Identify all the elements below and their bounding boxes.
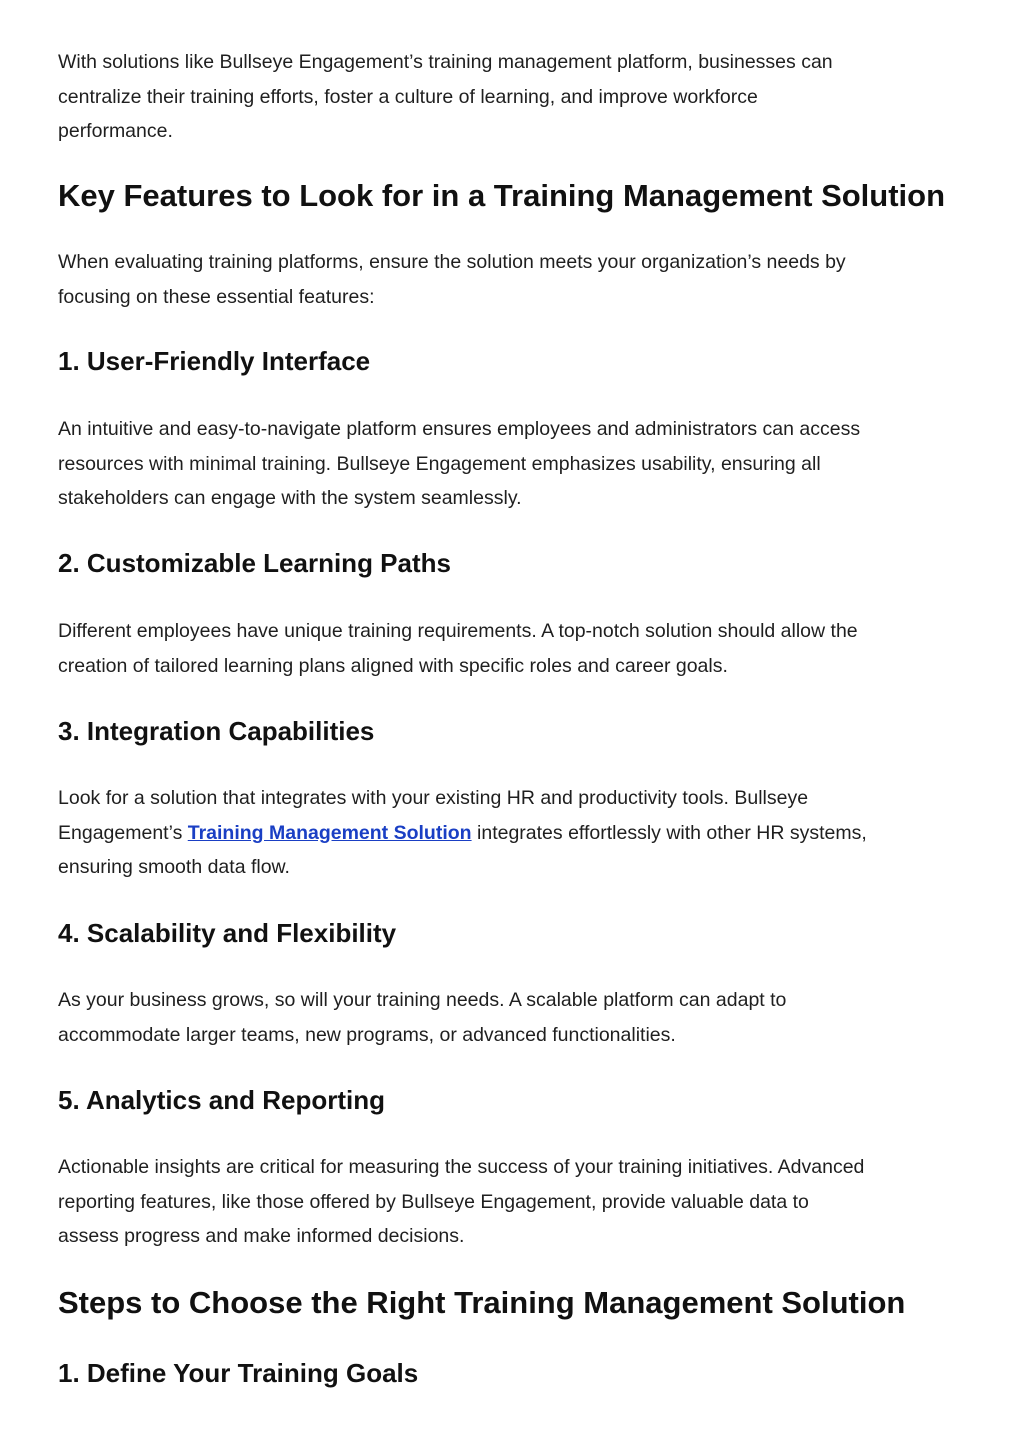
intro-line: centralize their training efforts, foster a culture of learning, and improve workforce (58, 85, 758, 108)
feature-2-line: creation of tailored learning plans aligned with specific roles and career goals. (58, 654, 728, 677)
step-1-heading: 1. Define Your Training Goals (58, 1358, 419, 1388)
feature-4-heading: 4. Scalability and Flexibility (58, 918, 397, 948)
feature-2-paragraph (58, 614, 968, 683)
feature-5-line: reporting features, like those offered by Bullseye Engagement, provide valuable data to (58, 1190, 809, 1213)
features-intro-line: focusing on these essential features: (58, 285, 375, 308)
feature-3-line: ensuring smooth data flow. (58, 856, 290, 878)
training-management-solution-link[interactable]: Training Management Solution (187, 821, 472, 844)
feature-1-line: stakeholders can engage with the system seamlessly. (58, 487, 522, 509)
feature-4-line: As your business grows, so will your training needs. A scalable platform can adapt to (58, 989, 787, 1011)
feature-3-heading: 3. Integration Capabilities (58, 716, 375, 746)
feature-3-paragraph (58, 781, 968, 885)
feature-3-text-before-link: Engagement’s (58, 821, 188, 844)
intro-line: performance. (58, 120, 173, 142)
feature-5-heading: 5. Analytics and Reporting (58, 1085, 385, 1115)
feature-1-line: An intuitive and easy-to-navigate platform ensures employees and administrators can access (58, 418, 861, 440)
feature-2-line: Different employees have unique training requirements. A top-notch solution should allow the (58, 620, 858, 642)
feature-3-line-with-link (58, 816, 968, 851)
features-heading: Key Features to Look for in a Training Management Solution (58, 178, 946, 213)
features-intro-paragraph (58, 245, 968, 314)
steps-heading: Steps to Choose the Right Training Management Solution (58, 1285, 906, 1320)
feature-1-paragraph (58, 412, 968, 516)
feature-1-line: resources with minimal training. Bullseye Engagement emphasizes usability, ensuring all (58, 452, 821, 475)
feature-5-paragraph (58, 1150, 968, 1254)
feature-3-line: Look for a solution that integrates with your existing HR and productivity tools. Bullseye (58, 787, 809, 809)
features-intro-line: When evaluating training platforms, ensure the solution meets your organization’s needs by (58, 251, 846, 273)
feature-5-line: assess progress and make informed decisions. (58, 1225, 465, 1247)
intro-line: With solutions like Bullseye Engagement’s training management platform, businesses can (58, 51, 833, 73)
feature-2-heading: 2. Customizable Learning Paths (58, 548, 451, 578)
feature-1-heading: 1. User-Friendly Interface (58, 346, 371, 376)
feature-5-line: Actionable insights are critical for measuring the success of your training initiatives. Advanced (58, 1156, 865, 1178)
feature-4-paragraph (58, 983, 968, 1052)
intro-paragraph (58, 45, 968, 149)
feature-3-text-after-link: integrates effortlessly with other HR systems, (471, 821, 867, 844)
feature-4-line: accommodate larger teams, new programs, or advanced functionalities. (58, 1023, 676, 1046)
